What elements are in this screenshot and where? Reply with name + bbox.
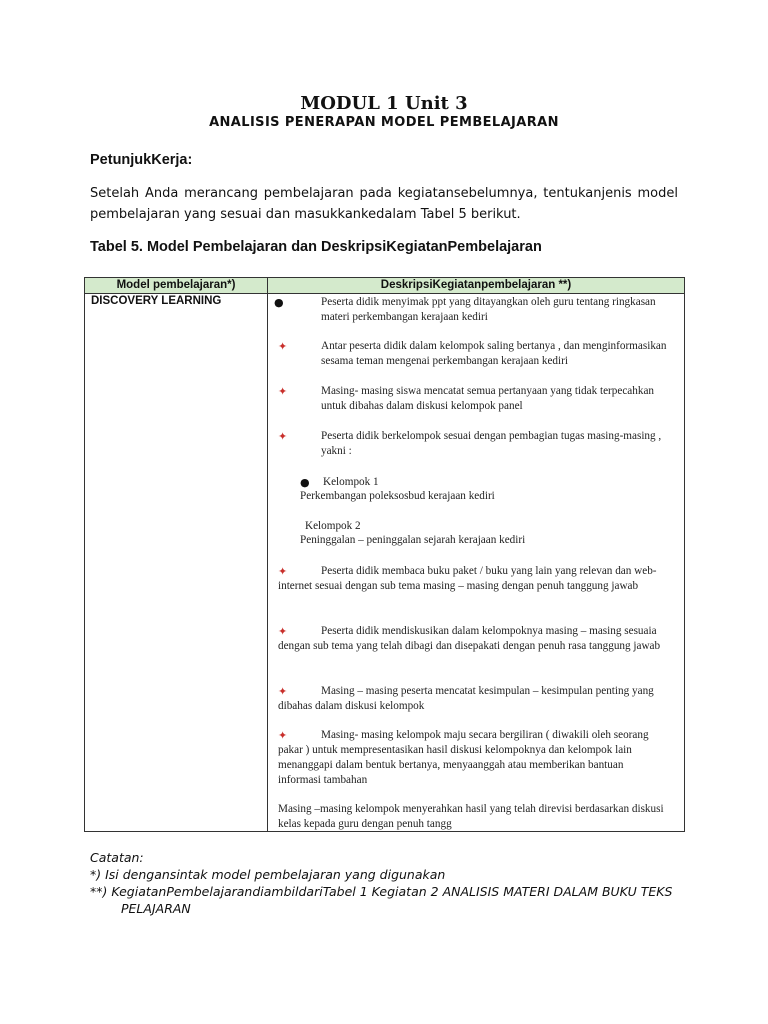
- group-1-topic: Perkembangan poleksosbud kerajaan kediri: [300, 490, 495, 502]
- column-divider: [267, 278, 268, 831]
- bullet-dot-icon: ●: [274, 296, 284, 309]
- learning-model-table: [84, 277, 685, 832]
- page-subtitle: ANALISIS PENERAPAN MODEL PEMBELAJARAN: [209, 115, 559, 130]
- group-2-topic: Peninggalan – peninggalan sejarah kerajaan kediri: [300, 534, 526, 546]
- activity-item-9: Masing –masing kelompok menyerahkan hasil yang telah direvisi berdasarkan diskusi kelas kepada guru dengan penuh tangg: [278, 803, 664, 830]
- note-2: **) KegiatanPembelajarandiambildariTabel 1 Kegiatan 2 ANALISIS MATERI DALAM BUKU TEKS: [90, 884, 673, 899]
- note-1: *) Isi dengansintak model pembelajaran yang digunakan: [90, 867, 446, 882]
- model-cell: DISCOVERY LEARNING: [91, 295, 222, 307]
- group-1-label: Kelompok 1: [323, 476, 379, 488]
- four-arrow-diamond-icon: ✦: [278, 625, 288, 638]
- group-2-label: Kelompok 2: [305, 520, 361, 532]
- activity-item-4: Peserta didik berkelompok sesuai dengan pembagian tugas masing-masing , yakni :: [321, 430, 662, 457]
- notes-section: [90, 849, 690, 917]
- four-arrow-diamond-icon: ✦: [278, 385, 288, 398]
- activity-item-2: Antar peserta didik dalam kelompok saling bertanya , dan menginformasikan sesama teman mengenai perkembangan kerajaan kediri: [321, 340, 667, 367]
- activity-item-1: Peserta didik menyimak ppt yang ditayangkan oleh guru tentang ringkasan materi perkembangan kerajaan kediri: [321, 296, 656, 323]
- activity-item-6: Peserta didik mendiskusikan dalam kelompoknya masing – masing sesuaia dengan sub tema yang telah dibagi dan disepakati dengan penuh rasa tanggung jawab: [278, 625, 661, 652]
- activity-item-8: Masing- masing kelompok maju secara bergiliran ( diwakili oleh seorang pakar ) untuk mempresentasikan hasil diskusi kelompoknya dan kelompok lain menanggapi dalam bentuk bertanya, menyaanggah atau memberikan bantuan informasi tambahan: [278, 729, 649, 786]
- table-header-row: [85, 278, 684, 294]
- four-arrow-diamond-icon: ✦: [278, 430, 288, 443]
- activity-item-7: Masing – masing peserta mencatat kesimpulan – kesimpulan penting yang dibahas dalam diskusi kelompok: [278, 685, 654, 712]
- instructions-heading: PetunjukKerja:: [90, 152, 193, 168]
- instructions-text: Setelah Anda merancang pembelajaran pada kegiatansebelumnya, tentukanjenis model pembelajaran yang sesuai dan masukkankedalam Tabel 5 berikut.: [90, 186, 678, 222]
- column-header-model: Model pembelajaran*): [116, 279, 236, 291]
- four-arrow-diamond-icon: ✦: [278, 685, 288, 698]
- note-2-continuation: PELAJARAN: [121, 901, 191, 916]
- bullet-dot-icon: ●: [300, 476, 310, 489]
- table-caption: Tabel 5. Model Pembelajaran dan DeskripsiKegiatanPembelajaran: [90, 239, 542, 255]
- four-arrow-diamond-icon: ✦: [278, 340, 288, 353]
- four-arrow-diamond-icon: ✦: [278, 565, 288, 578]
- activity-item-5: Peserta didik membaca buku paket / buku yang lain yang relevan dan web- internet sesuai dengan sub tema masing – masing dengan penuh tanggung jawab: [278, 565, 657, 592]
- column-header-description: DeskripsiKegiatanpembelajaran **): [380, 279, 572, 291]
- page-title: MODUL 1 Unit 3: [300, 93, 468, 114]
- notes-heading: Catatan:: [90, 850, 144, 865]
- activity-item-3: Masing- masing siswa mencatat semua pertanyaan yang tidak terpecahkan untuk dibahas dalam diskusi kelompok panel: [321, 385, 655, 412]
- four-arrow-diamond-icon: ✦: [278, 729, 288, 742]
